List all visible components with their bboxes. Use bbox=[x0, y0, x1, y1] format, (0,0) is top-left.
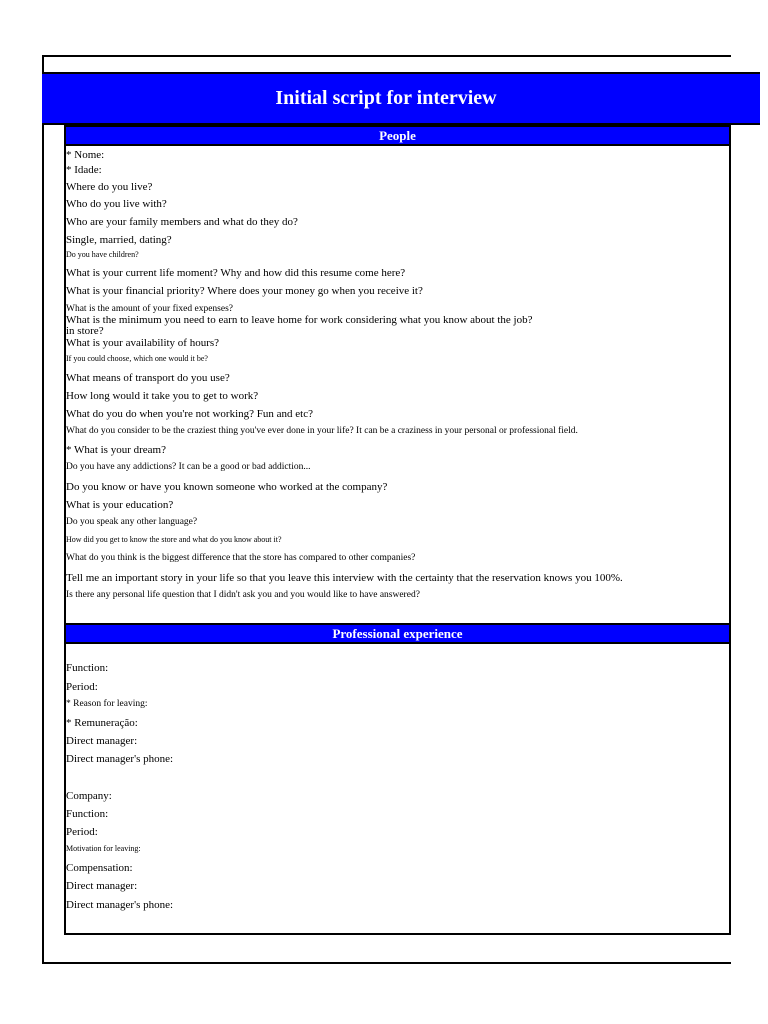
section-header-professional bbox=[64, 623, 731, 644]
question-line: Do you speak any other language? bbox=[66, 517, 198, 527]
question-line: Tell me an important story in your life so that you leave this interview with the certainty that the reservation knows you 100%. bbox=[66, 572, 623, 584]
field-line: Direct manager: bbox=[66, 880, 138, 892]
question-line: What is the amount of your fixed expenses? bbox=[66, 304, 233, 314]
field-line: Function: bbox=[66, 808, 109, 820]
field-line: * Remuneração: bbox=[66, 717, 138, 729]
field-line: Motivation for leaving: bbox=[66, 844, 141, 853]
question-line: What is your education? bbox=[66, 499, 174, 511]
question-line: What is your financial priority? Where does your money go when you receive it? bbox=[66, 285, 423, 297]
section-title-professional: Professional experience bbox=[332, 625, 463, 641]
question-line: Is there any personal life question that I didn't ask you and you would like to have answered? bbox=[66, 590, 420, 600]
field-line: Period: bbox=[66, 826, 98, 838]
question-line: Single, married, dating? bbox=[66, 234, 172, 246]
question-line: How long would it take you to get to work? bbox=[66, 390, 259, 402]
question-line: What is your availability of hours? bbox=[66, 337, 220, 349]
question-line: * Nome: bbox=[66, 149, 105, 161]
questions-box bbox=[64, 125, 731, 935]
question-line: Do you know or have you known someone who worked at the company? bbox=[66, 481, 388, 493]
field-line: Direct manager: bbox=[66, 735, 138, 747]
field-line: Company: bbox=[66, 790, 112, 802]
question-line: What do you do when you're not working? Fun and etc? bbox=[66, 408, 313, 420]
question-line: How did you get to know the store and what do you know about it? bbox=[66, 535, 282, 544]
question-line: * Idade: bbox=[66, 164, 102, 176]
question-line: If you could choose, which one would it be? bbox=[66, 354, 208, 363]
page-title: Initial script for interview bbox=[275, 87, 497, 109]
question-line: in store? bbox=[66, 325, 104, 337]
question-line: Where do you live? bbox=[66, 181, 153, 193]
question-line: Who are your family members and what do they do? bbox=[66, 216, 298, 228]
title-bar bbox=[42, 72, 760, 125]
question-line: What is your current life moment? Why and how did this resume come here? bbox=[66, 267, 406, 279]
field-line: Compensation: bbox=[66, 862, 133, 874]
field-line: Direct manager's phone: bbox=[66, 753, 174, 765]
question-line: Do you have children? bbox=[66, 250, 139, 259]
question-line: What do you think is the biggest difference that the store has compared to other companies? bbox=[66, 553, 416, 563]
question-line: * What is your dream? bbox=[66, 444, 166, 456]
question-line: What do you consider to be the craziest thing you've ever done in your life? It can be a craziness in your personal or professional field. bbox=[66, 426, 578, 436]
field-line: * Reason for leaving: bbox=[66, 699, 148, 709]
question-line: What is the minimum you need to earn to leave home for work considering what you know about the job? bbox=[66, 314, 533, 326]
field-line: Direct manager's phone: bbox=[66, 899, 174, 911]
question-line: What means of transport do you use? bbox=[66, 372, 230, 384]
field-line: Period: bbox=[66, 681, 98, 693]
question-line: Who do you live with? bbox=[66, 198, 167, 210]
section-title-people: People bbox=[379, 127, 416, 143]
question-line: Do you have any addictions? It can be a good or bad addiction... bbox=[66, 462, 311, 472]
field-line: Function: bbox=[66, 662, 109, 674]
section-header-people bbox=[64, 125, 731, 146]
